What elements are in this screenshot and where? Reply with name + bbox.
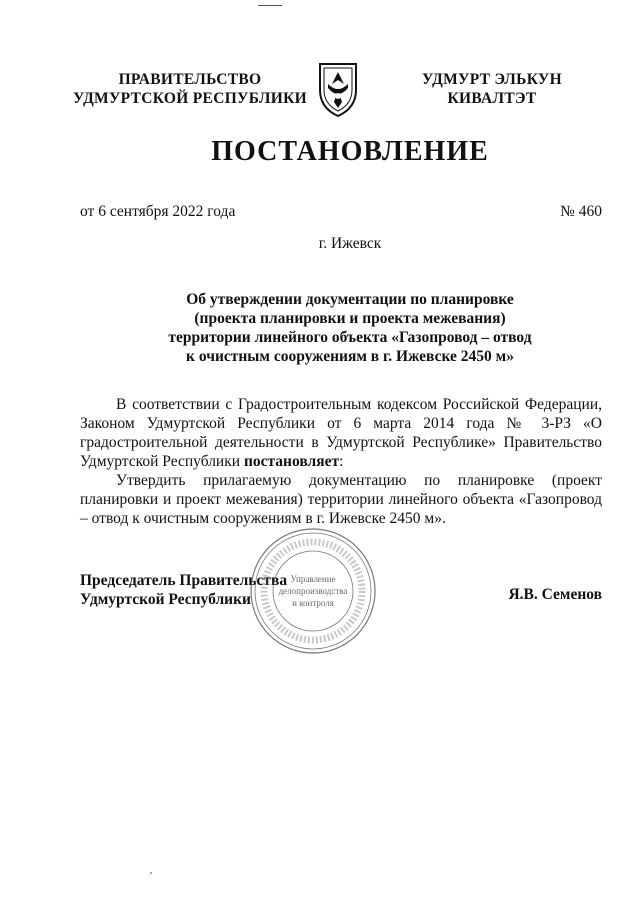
body-paragraph-1	[80, 395, 602, 471]
government-name-udm-line1: УДМУРТ ЭЛЬКУН	[422, 71, 562, 88]
body-paragraph-1-text: В соответствии с Градостроительным кодексом Российской Федерации, Законом Удмуртской Республики от 6 марта 2014 года № 3-РЗ «О градостроительной деятельности в Удмуртской Республике» Правительство Удмуртской Республики	[80, 396, 602, 470]
signer-name: Я.В. Семенов	[508, 586, 602, 603]
subject-line: (проекта планировки и проекта межевания)	[194, 310, 506, 327]
document-subject	[150, 290, 550, 366]
seal-stamp-icon	[248, 526, 378, 656]
stamp-inner-line1: Управление	[290, 574, 336, 584]
document-body	[80, 395, 602, 528]
stamp-inner-line3: и контроля	[292, 598, 334, 608]
government-name-ru	[70, 70, 310, 108]
signature-title-line1: Председатель Правительства	[80, 572, 288, 589]
body-resolution-word: постановляет	[243, 453, 340, 470]
signature-title-line2: Удмуртской Республики	[80, 591, 251, 608]
government-name-ru-line2: УДМУРТСКОЙ РЕСПУБЛИКИ	[72, 90, 307, 107]
coat-of-arms-icon	[314, 60, 362, 118]
subject-line: территории линейного объекта «Газопровод – отвод	[168, 329, 532, 346]
top-mark	[258, 5, 282, 6]
document-header	[0, 70, 640, 130]
government-name-udm	[392, 70, 592, 108]
government-name-udm-line2: КИВАЛТЭТ	[447, 90, 537, 107]
stamp-inner-line2: делопроизводства	[278, 586, 348, 596]
document-date: от 6 сентября 2022 года	[80, 203, 236, 220]
body-paragraph-1-end: :	[339, 453, 344, 470]
document-number: № 460	[560, 203, 602, 220]
subject-line: к очистным сооружениям в г. Ижевске 2450 м»	[186, 348, 514, 365]
document-title: ПОСТАНОВЛЕНИЕ	[211, 136, 489, 167]
subject-line: Об утверждении документации по планировке	[186, 291, 514, 308]
document-city: г. Ижевск	[318, 235, 382, 252]
scan-speck	[150, 872, 152, 874]
government-name-ru-line1: ПРАВИТЕЛЬСТВО	[118, 71, 262, 88]
body-paragraph-2: Утвердить прилагаемую документацию по планировке (проект планировки и проект межевания) территории линейного объекта «Газопровод – отвод к очистным сооружениям в г. Ижевске 2450 м».	[80, 472, 602, 527]
